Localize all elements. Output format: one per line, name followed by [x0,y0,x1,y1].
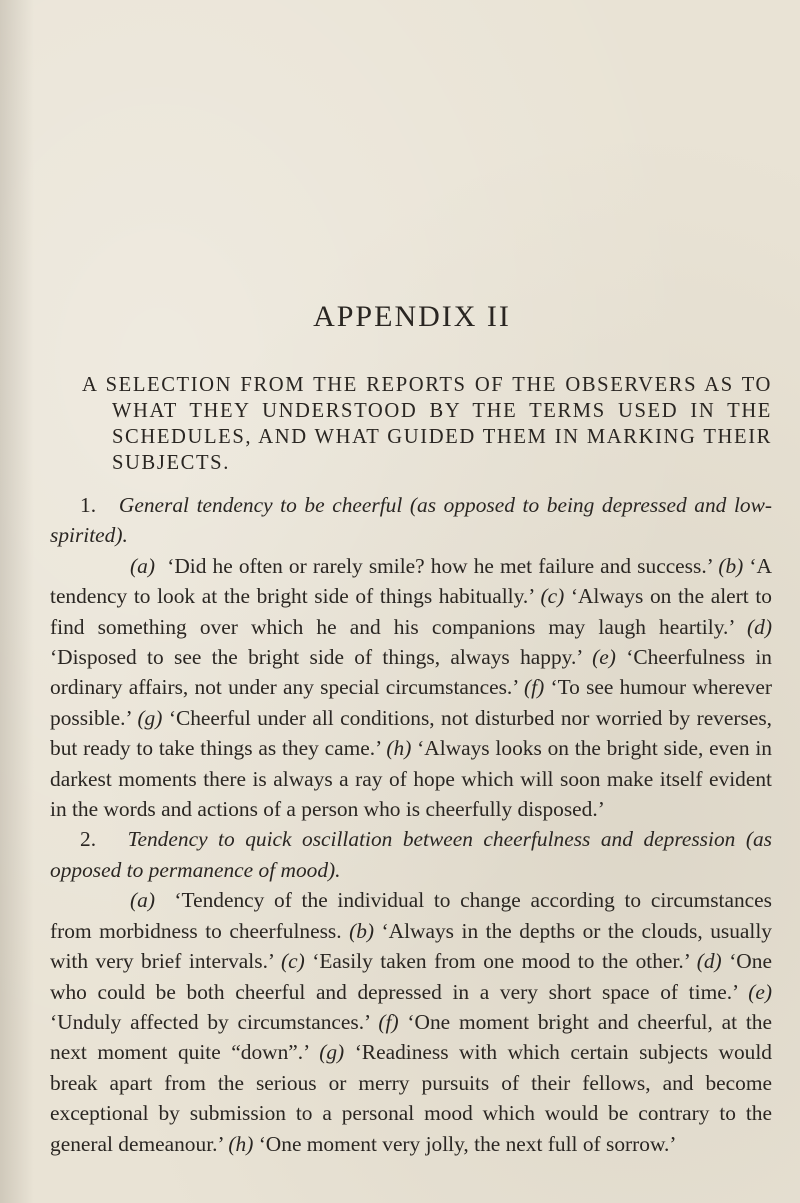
body-text [50,490,772,1159]
item-label: (c) [280,949,305,974]
item-text: ‘Did he often or rarely smile? how he met failure and success.’ [167,553,713,578]
appendix-heading: APPENDIX II [313,300,511,333]
item-text: ‘Cheerfulness in ordinary affairs, not under any special circumstances.’ [50,645,772,700]
section-2 [50,824,772,1158]
appendix-subtitle: A SELECTION FROM THE REPORTS OF THE OBSERVERS AS TO WHAT THEY UNDERSTOOD BY THE TERMS USED IN THE SCHEDULES, AND WHAT GUIDED THEM IN MARKING THEIR SUBJECTS. [82,374,772,474]
section-heading [50,490,772,551]
item-text: ‘One moment bright and cheerful, at the next moment quite “down”.’ [50,1009,772,1065]
item-text: ‘Tendency of the individual to change according to circumstances from morbidness to cheerfulness. [50,888,772,943]
item-text: ‘One who could be both cheerful and depressed in a very short space of time.’ [50,949,772,1004]
item-label: (f) [524,675,545,700]
item-label: (g) [319,1040,345,1065]
section-number: 1. [80,493,97,517]
item-label: (d) [696,949,722,974]
section-title: General tendency to be cheerful (as opposed to being depressed and low-spirited). [50,493,772,548]
page-edge-shadow [0,0,34,1203]
item-label: (a) [130,553,155,578]
item-text: ‘Cheerful under all conditions, not disturbed nor worried by reverses, but ready to take things as they came.’ [50,705,772,761]
item-label: (d) [747,614,772,639]
item-text: ‘Readiness with which certain subjects would break apart from the serious or merry pursuits of their fellows, and become exceptional by submission to a personal mood which would be contrary to the general demeanour.’ [50,1040,773,1156]
item-text: ‘A tendency to look at the bright side of things habitually.’ [50,553,772,609]
section-number: 2. [80,827,97,852]
section-items [50,885,772,1159]
section-title: Tendency to quick oscillation between cheerfulness and depression (as opposed to permanence of mood). [50,827,772,882]
item-text: ‘Disposed to see the bright side of things, always happy.’ [50,645,582,670]
item-label: (e) [592,645,616,670]
item-label: (a) [130,888,155,913]
item-text: ‘Easily taken from one mood to the other.’ [312,949,690,974]
section-items [50,551,772,825]
item-label: (e) [748,979,773,1004]
item-text: ‘Unduly affected by circumstances.’ [50,1009,370,1034]
item-label: (b) [718,553,744,578]
item-text: ‘Always on the alert to find something over which he and his companions may laugh heartily.’ [50,584,772,639]
section-heading [50,824,772,885]
item-label: (h) [386,736,412,761]
item-text: ‘One moment very jolly, the next full of sorrow.’ [258,1131,677,1156]
section-1 [50,490,772,824]
item-label: (f) [378,1009,399,1034]
item-text: ‘Always in the depths or the clouds, usually with very brief intervals.’ [50,918,772,974]
item-text: ‘Always looks on the bright side, even in darkest moments there is always a ray of hope which will soon make itself evident in the words and actions of a person who is cheerfully disposed.’ [50,736,772,822]
item-label: (c) [540,584,565,609]
item-label: (g) [137,705,163,730]
item-label: (b) [349,918,375,943]
item-text: ‘To see humour wherever possible.’ [50,675,772,730]
item-label: (h) [228,1131,254,1156]
